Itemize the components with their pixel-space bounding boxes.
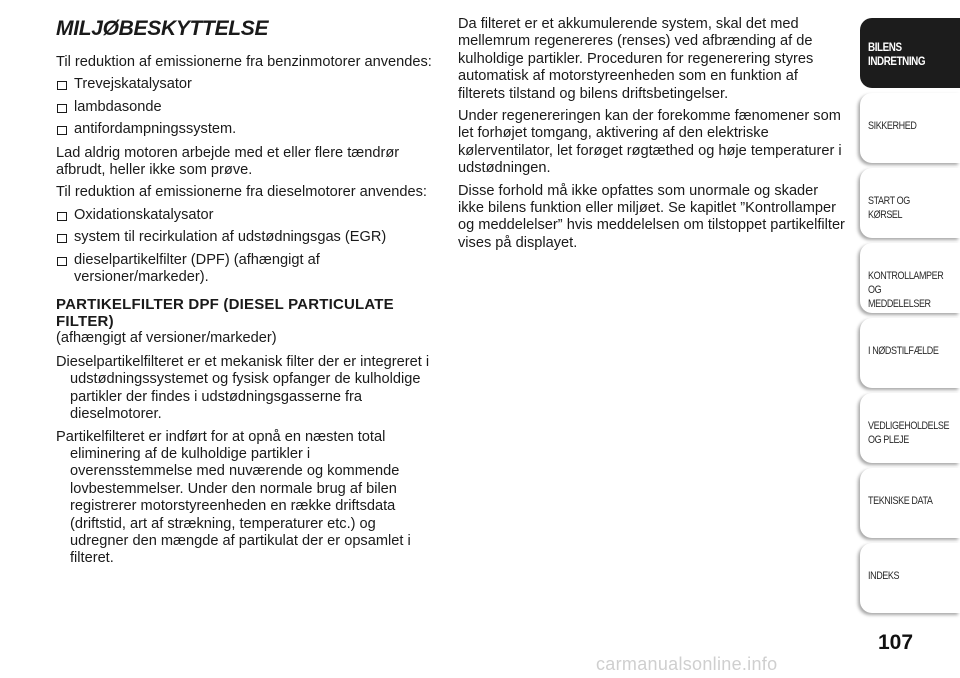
- checkbox-bullet-icon: [57, 234, 67, 243]
- checkbox-bullet-icon: [57, 212, 67, 221]
- paragraph-dpf-description: Dieselpartikelfilteret er et mekanisk filter der er integreret i udstødningssystemet og fysisk opfanger de kulholdige partikler der findes i udstødningsgasserne fra dieselmotorer.: [56, 353, 430, 423]
- subsection-heading-note: (afhængigt af versioner/markeder): [56, 330, 277, 347]
- chapter-tabs: [860, 18, 960, 618]
- checkbox-bullet-icon: [57, 257, 67, 266]
- paragraph-regeneration: Da filteret er et akkumulerende system, skal det med mellemrum regenereres (renses) ved afbrænding af de kulholdige partikler. Proceduren for regenerering styres automatisk af motorstyreenheden som en funktion af filterets tilstand og bilens driftsbetingelser.: [458, 16, 814, 102]
- right-column: [458, 16, 848, 257]
- list-item: antifordampningssystem.: [56, 121, 434, 138]
- left-column: [56, 16, 434, 573]
- watermark: carmanualsonline.info: [596, 654, 778, 674]
- page-number: 107: [878, 631, 914, 654]
- tab-sikkerhed[interactable]: SIKKERHED: [860, 93, 960, 163]
- list-item: lambdasonde: [56, 99, 434, 116]
- tab-indeks[interactable]: INDEKS: [860, 543, 960, 613]
- checkbox-bullet-icon: [57, 104, 67, 113]
- paragraph-normal-conditions: Disse forhold må ikke opfattes som unormale og skader ikke bilens funktion eller miljøet. Se kapitlet ”Kontrollamper og meddelelser” hvis meddelelsen om tilstoppet partikelfilter vises på displayet.: [458, 182, 845, 251]
- tab-kontrollamper[interactable]: KONTROLLAMPER OG MEDDELELSER: [860, 243, 960, 313]
- paragraph-dpf-purpose: Partikelfilteret er indført for at opnå en næsten total eliminering af de kulholdige partikler i overensstemmelse med nuværende og kommende lovbestemmelser. Under den normale brug af bilen registrerer motorstyreenheden en række driftsdata (driftstid, art af strækning, temperaturer etc.) og udregner den mængde af partikulat der er opsamlet i filteret.: [56, 428, 411, 567]
- paragraph-petrol-intro: Til reduktion af emissionerne fra benzinmotorer anvendes:: [56, 54, 432, 70]
- tab-bilens-indretning[interactable]: BILENS INDRETNING: [860, 18, 960, 88]
- list-item: dieselpartikelfilter (DPF) (afhængigt af versioner/markeder).: [56, 252, 434, 287]
- tab-i-nodstilfaelde[interactable]: I NØDSTILFÆLDE: [860, 318, 960, 388]
- list-item: system til recirkulation af udstødningsgas (EGR): [56, 229, 434, 246]
- section-title: MILJØBESKYTTELSE: [56, 17, 269, 40]
- tab-tekniske-data[interactable]: TEKNISKE DATA: [860, 468, 960, 538]
- paragraph-diesel-intro: Til reduktion af emissionerne fra dieselmotorer anvendes:: [56, 184, 427, 201]
- tab-start-og-korsel[interactable]: START OG KØRSEL: [860, 168, 960, 238]
- subsection-heading-dpf: PARTIKELFILTER DPF (DIESEL PARTICULATE FILTER): [56, 296, 394, 331]
- petrol-emission-list: [56, 76, 434, 138]
- tab-vedligeholdelse[interactable]: VEDLIGEHOLDELSE OG PLEJE: [860, 393, 960, 463]
- checkbox-bullet-icon: [57, 81, 67, 90]
- list-item: Oxidationskatalysator: [56, 207, 434, 224]
- list-item: Trevejskatalysator: [56, 76, 434, 93]
- paragraph-spark-plug-warning: Lad aldrig motoren arbejde med et eller flere tændrør afbrudt, heller ikke som prøve.: [56, 144, 400, 179]
- diesel-emission-list: [56, 207, 434, 287]
- checkbox-bullet-icon: [57, 126, 67, 135]
- paragraph-regeneration-effects: Under regenereringen kan der forekomme fænomener som let forhøjet tomgang, aktivering af den elektriske kølerventilator, let forøget røgtæthed og høje temperaturer i udstødningen.: [458, 108, 842, 177]
